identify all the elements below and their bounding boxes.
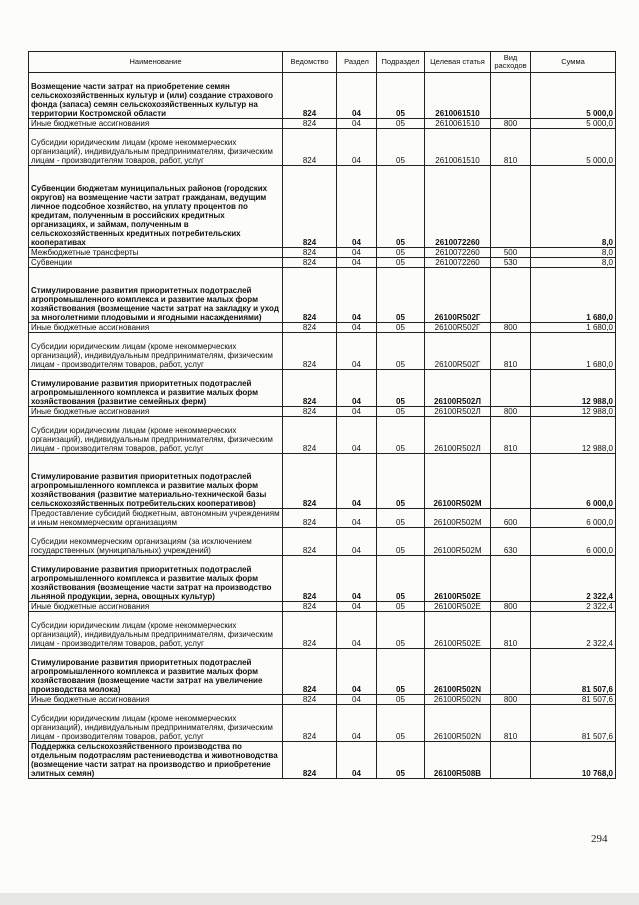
row-summa: 1 680,0: [531, 333, 616, 370]
row-vedomstvo: 824: [283, 742, 337, 779]
header-razdel: Раздел: [337, 52, 377, 73]
row-razdel: 04: [337, 695, 377, 705]
row-statya: 26100R502E: [425, 612, 491, 649]
row-name: Субсидии юридическим лицам (кроме некоммерческих организаций), индивидуальным предпринимателям, физическим лицам - производителям товаров, работ, услуг: [29, 129, 283, 166]
table-row: [29, 695, 616, 705]
row-podrazdel: 05: [377, 323, 425, 333]
row-vedomstvo: 824: [283, 370, 337, 407]
row-podrazdel: 05: [377, 333, 425, 370]
scan-bottom-strip: [0, 893, 639, 905]
row-razdel: 04: [337, 509, 377, 528]
row-name: Стимулирование развития приоритетных подотраслей агропромышленного комплекса и развитие малых форм хозяйствования (развитие семейных ферм): [29, 370, 283, 407]
row-summa: 8,0: [531, 166, 616, 248]
row-summa: 81 507,6: [531, 649, 616, 695]
row-vid: 810: [491, 612, 531, 649]
row-name: Субвенции: [29, 258, 283, 268]
row-podrazdel: 05: [377, 417, 425, 454]
row-summa: 81 507,6: [531, 695, 616, 705]
table-row: [29, 417, 616, 454]
row-statya: 2610072260: [425, 258, 491, 268]
row-name: Стимулирование развития приоритетных подотраслей агропромышленного комплекса и развитие малых форм хозяйствования (возмещение части затрат на производство льняной продукции, зерна, овощных культур): [29, 556, 283, 602]
row-summa: 10 768,0: [531, 742, 616, 779]
row-podrazdel: 05: [377, 166, 425, 248]
row-summa: 12 988,0: [531, 407, 616, 417]
row-vedomstvo: 824: [283, 73, 337, 119]
table-row: [29, 258, 616, 268]
table-row: [29, 333, 616, 370]
row-vedomstvo: 824: [283, 407, 337, 417]
row-podrazdel: 05: [377, 705, 425, 742]
row-vid: 800: [491, 119, 531, 129]
row-statya: 26100R502Г: [425, 268, 491, 323]
table-row: [29, 248, 616, 258]
row-podrazdel: 05: [377, 407, 425, 417]
row-statya: 2610061510: [425, 129, 491, 166]
row-summa: 2 322,4: [531, 556, 616, 602]
row-statya: 26100R502E: [425, 556, 491, 602]
row-podrazdel: 05: [377, 248, 425, 258]
row-statya: 26100R502Г: [425, 323, 491, 333]
row-name: Субвенции бюджетам муниципальных районов (городских округов) на возмещение части затрат гражданам, ведущим личное подсобное хозяйство, на уплату процентов по кредитам, полученным в российских кредитных организациях, и займам, полученным в сельскохозяйственных кредитных потребительских кооперативах: [29, 166, 283, 248]
row-statya: 26100R502N: [425, 705, 491, 742]
row-razdel: 04: [337, 119, 377, 129]
row-vedomstvo: 824: [283, 129, 337, 166]
header-name: Наименование: [29, 52, 283, 73]
header-podrazdel: Подраздел: [377, 52, 425, 73]
row-vid: 800: [491, 323, 531, 333]
row-name: Поддержка сельскохозяйственного производства по отдельным подотраслям растениеводства и животноводства (возмещение части затрат на производство и приобретение элитных семян): [29, 742, 283, 779]
row-vid: 630: [491, 528, 531, 556]
row-razdel: 04: [337, 454, 377, 509]
row-name: Стимулирование развития приоритетных подотраслей агропромышленного комплекса и развитие малых форм хозяйствования (возмещение части затрат на увеличение производства молока): [29, 649, 283, 695]
row-razdel: 04: [337, 602, 377, 612]
row-podrazdel: 05: [377, 649, 425, 695]
table-row: [29, 129, 616, 166]
row-razdel: 04: [337, 612, 377, 649]
row-vid: 810: [491, 417, 531, 454]
row-razdel: 04: [337, 268, 377, 323]
table-row: [29, 454, 616, 509]
row-podrazdel: 05: [377, 268, 425, 323]
row-summa: 6 000,0: [531, 454, 616, 509]
row-vedomstvo: 824: [283, 248, 337, 258]
row-name: Субсидии некоммерческим организациям (за исключением государственных (муниципальных) учреждений): [29, 528, 283, 556]
row-summa: 81 507,6: [531, 705, 616, 742]
row-name: Субсидии юридическим лицам (кроме некоммерческих организаций), индивидуальным предпринимателям, физическим лицам - производителям товаров, работ, услуг: [29, 612, 283, 649]
row-name: Субсидии юридическим лицам (кроме некоммерческих организаций), индивидуальным предпринимателям, физическим лицам - производителям товаров, работ, услуг: [29, 705, 283, 742]
row-vedomstvo: 824: [283, 556, 337, 602]
row-vedomstvo: 824: [283, 258, 337, 268]
row-statya: 2610061510: [425, 119, 491, 129]
row-summa: 12 988,0: [531, 370, 616, 407]
row-podrazdel: 05: [377, 258, 425, 268]
row-razdel: 04: [337, 129, 377, 166]
row-vid: [491, 742, 531, 779]
row-vid: 800: [491, 407, 531, 417]
row-vedomstvo: 824: [283, 417, 337, 454]
row-statya: 26100R502E: [425, 602, 491, 612]
row-vid: 810: [491, 333, 531, 370]
row-podrazdel: 05: [377, 73, 425, 119]
row-vid: 800: [491, 602, 531, 612]
row-name: Субсидии юридическим лицам (кроме некоммерческих организаций), индивидуальным предпринимателям, физическим лицам - производителям товаров, работ, услуг: [29, 333, 283, 370]
row-statya: 26100R502Л: [425, 370, 491, 407]
row-name: Межбюджетные трансферты: [29, 248, 283, 258]
row-vedomstvo: 824: [283, 612, 337, 649]
table-row: [29, 556, 616, 602]
row-statya: 26100R502N: [425, 649, 491, 695]
header-vid: Вид расходов: [491, 52, 531, 73]
row-vedomstvo: 824: [283, 166, 337, 248]
row-vid: 500: [491, 248, 531, 258]
row-razdel: 04: [337, 166, 377, 248]
page-number: 294: [591, 833, 608, 845]
row-vid: [491, 556, 531, 602]
row-vedomstvo: 824: [283, 333, 337, 370]
row-name: Предоставление субсидий бюджетным, автономным учреждениям и иным некоммерческим организациям: [29, 509, 283, 528]
row-podrazdel: 05: [377, 129, 425, 166]
row-razdel: 04: [337, 323, 377, 333]
row-summa: 1 680,0: [531, 323, 616, 333]
table-row: [29, 528, 616, 556]
row-razdel: 04: [337, 370, 377, 407]
row-vid: [491, 166, 531, 248]
row-vid: 810: [491, 705, 531, 742]
row-summa: 5 000,0: [531, 129, 616, 166]
row-vid: [491, 73, 531, 119]
row-razdel: 04: [337, 705, 377, 742]
row-name: Стимулирование развития приоритетных подотраслей агропромышленного комплекса и развитие малых форм хозяйствования (возмещение части затрат на закладку и уход за многолетними плодовыми и ягодными насаждениями): [29, 268, 283, 323]
header-summa: Сумма: [531, 52, 616, 73]
row-statya: 26100R502M: [425, 454, 491, 509]
row-razdel: 04: [337, 248, 377, 258]
row-summa: 2 322,4: [531, 612, 616, 649]
row-summa: 6 000,0: [531, 528, 616, 556]
row-razdel: 04: [337, 333, 377, 370]
row-podrazdel: 05: [377, 602, 425, 612]
row-podrazdel: 05: [377, 528, 425, 556]
row-razdel: 04: [337, 258, 377, 268]
row-vedomstvo: 824: [283, 705, 337, 742]
row-statya: 26100R508B: [425, 742, 491, 779]
row-vid: 600: [491, 509, 531, 528]
table-row: [29, 649, 616, 695]
header-vedomstvo: Ведомство: [283, 52, 337, 73]
row-statya: 2610061510: [425, 73, 491, 119]
row-summa: 5 000,0: [531, 73, 616, 119]
row-razdel: 04: [337, 73, 377, 119]
row-podrazdel: 05: [377, 509, 425, 528]
row-razdel: 04: [337, 742, 377, 779]
table-row: [29, 73, 616, 119]
table-row: [29, 119, 616, 129]
row-podrazdel: 05: [377, 556, 425, 602]
row-vid: [491, 268, 531, 323]
row-vid: [491, 370, 531, 407]
row-vid: [491, 649, 531, 695]
row-vedomstvo: 824: [283, 454, 337, 509]
row-name: Иные бюджетные ассигнования: [29, 602, 283, 612]
row-razdel: 04: [337, 649, 377, 695]
table-row: [29, 323, 616, 333]
row-vid: 810: [491, 129, 531, 166]
table-row: [29, 370, 616, 407]
row-name: Иные бюджетные ассигнования: [29, 323, 283, 333]
row-summa: 8,0: [531, 248, 616, 258]
row-vedomstvo: 824: [283, 528, 337, 556]
row-razdel: 04: [337, 417, 377, 454]
row-podrazdel: 05: [377, 119, 425, 129]
row-podrazdel: 05: [377, 370, 425, 407]
row-vedomstvo: 824: [283, 649, 337, 695]
header-statya: Целевая статья: [425, 52, 491, 73]
row-vedomstvo: 824: [283, 695, 337, 705]
row-podrazdel: 05: [377, 454, 425, 509]
row-statya: 2610072260: [425, 248, 491, 258]
table-body: [29, 73, 616, 779]
row-podrazdel: 05: [377, 612, 425, 649]
table-row: [29, 509, 616, 528]
row-statya: 26100R502M: [425, 509, 491, 528]
row-name: Стимулирование развития приоритетных подотраслей агропромышленного комплекса и развитие малых форм хозяйствования (развитие материально-технической базы сельскохозяйственных потребительских кооперативов): [29, 454, 283, 509]
row-vid: 530: [491, 258, 531, 268]
row-vedomstvo: 824: [283, 268, 337, 323]
budget-table: [28, 51, 616, 779]
row-vedomstvo: 824: [283, 602, 337, 612]
row-statya: 26100R502Л: [425, 407, 491, 417]
row-name: Субсидии юридическим лицам (кроме некоммерческих организаций), индивидуальным предпринимателям, физическим лицам - производителям товаров, работ, услуг: [29, 417, 283, 454]
row-razdel: 04: [337, 528, 377, 556]
row-summa: 12 988,0: [531, 417, 616, 454]
row-statya: 26100R502M: [425, 528, 491, 556]
row-statya: 2610072260: [425, 166, 491, 248]
row-razdel: 04: [337, 556, 377, 602]
row-summa: 6 000,0: [531, 509, 616, 528]
row-summa: 8,0: [531, 258, 616, 268]
row-name: Возмещение части затрат на приобретение семян сельскохозяйственных культур и (или) создание страхового фонда (запаса) семян сельскохозяйственных культур на территории Костромской области: [29, 73, 283, 119]
row-razdel: 04: [337, 407, 377, 417]
row-summa: 2 322,4: [531, 602, 616, 612]
row-summa: 1 680,0: [531, 268, 616, 323]
row-vedomstvo: 824: [283, 323, 337, 333]
row-vedomstvo: 824: [283, 119, 337, 129]
table-row: [29, 166, 616, 248]
row-podrazdel: 05: [377, 742, 425, 779]
row-vid: 800: [491, 695, 531, 705]
table-row: [29, 705, 616, 742]
table-header-row: [29, 52, 616, 73]
row-summa: 5 000,0: [531, 119, 616, 129]
row-statya: 26100R502N: [425, 695, 491, 705]
row-statya: 26100R502Л: [425, 417, 491, 454]
row-vedomstvo: 824: [283, 509, 337, 528]
row-vid: [491, 454, 531, 509]
table-row: [29, 407, 616, 417]
table-row: [29, 612, 616, 649]
row-name: Иные бюджетные ассигнования: [29, 407, 283, 417]
row-name: Иные бюджетные ассигнования: [29, 695, 283, 705]
row-podrazdel: 05: [377, 695, 425, 705]
table-row: [29, 742, 616, 779]
row-name: Иные бюджетные ассигнования: [29, 119, 283, 129]
table-row: [29, 602, 616, 612]
table-row: [29, 268, 616, 323]
row-statya: 26100R502Г: [425, 333, 491, 370]
